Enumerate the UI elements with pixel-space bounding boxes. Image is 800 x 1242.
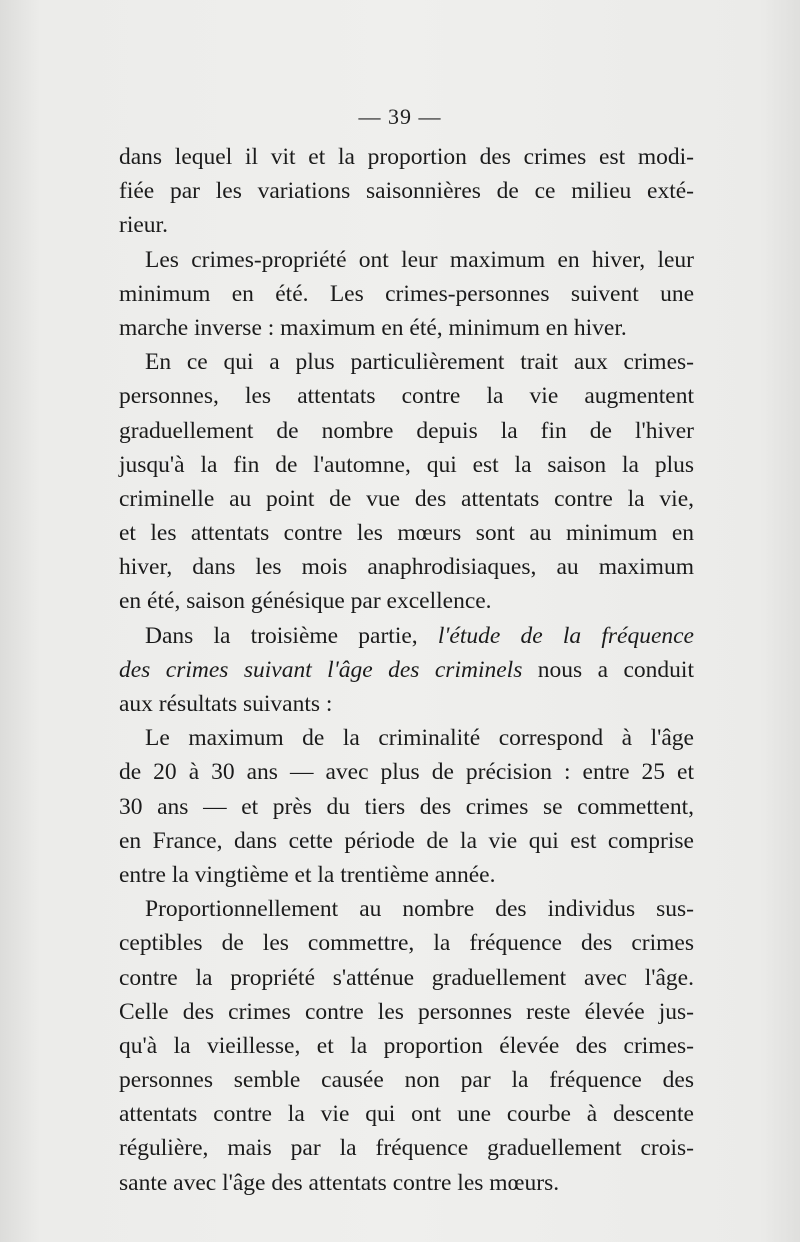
text-line: marche inverse : maximum en été, minimum en hiver.	[119, 314, 627, 341]
text-line: attentats contre la vie qui ont une courbe à descente	[119, 1101, 694, 1128]
text-line: minimum en été. Les crimes-personnes suivent une	[119, 280, 694, 307]
text-line: personnes semble causée non par la fréquence des	[119, 1067, 694, 1094]
text-line: criminelle au point de vue des attentats contre la vie,	[119, 485, 694, 512]
text-line: et les attentats contre les mœurs sont au minimum en	[119, 520, 694, 547]
text-segment: nous a conduit	[522, 656, 694, 683]
text-line: 30 ans — et près du tiers des crimes se commettent,	[119, 793, 694, 820]
text-segment: Dans la troisième partie,	[145, 622, 438, 649]
text-line: sante avec l'âge des attentats contre les mœurs.	[119, 1169, 560, 1196]
text-line: ceptibles de les commettre, la fréquence des crimes	[119, 930, 694, 957]
text-line	[119, 653, 694, 687]
text-line: entre la vingtième et la trentième année.	[119, 861, 496, 888]
page-number: — 39 —	[358, 104, 442, 129]
italic-text-segment: des crimes suivant l'âge des criminels	[119, 656, 523, 683]
text-line: en France, dans cette période de la vie qui est comprise	[119, 827, 694, 854]
text-line: qu'à la vieillesse, et la proportion élevée des crimes-	[119, 1032, 694, 1059]
text-line: de 20 à 30 ans — avec plus de précision : entre 25 et	[119, 759, 694, 786]
text-line: rieur.	[119, 212, 168, 239]
text-line: fiée par les variations saisonnières de ce milieu exté-	[119, 178, 694, 205]
paragraph-start-line: Proportionnellement au nombre des individus sus-	[145, 896, 694, 923]
text-line: personnes, les attentats contre la vie augmentent	[119, 383, 694, 410]
text-line: dans lequel il vit et la proportion des crimes est modi-	[119, 144, 694, 170]
text-line: contre la propriété s'atténue graduellement avec l'âge.	[119, 964, 694, 991]
paragraph-start-line: Les crimes-propriété ont leur maximum en hiver, leur	[145, 246, 694, 273]
text-line: hiver, dans les mois anaphrodisiaques, au maximum	[119, 554, 694, 581]
paragraph-start-line	[119, 619, 694, 653]
text-line: régulière, mais par la fréquence graduellement crois-	[119, 1135, 694, 1162]
paragraph-start-line: En ce qui a plus particulièrement trait aux crimes-	[145, 349, 694, 376]
text-line: Celle des crimes contre les personnes reste élevée jus-	[119, 998, 694, 1025]
text-line: graduellement de nombre depuis la fin de l'hiver	[119, 417, 694, 444]
text-line: en été, saison génésique par excellence.	[119, 588, 492, 615]
text-line: jusqu'à la fin de l'automne, qui est la saison la plus	[119, 451, 694, 478]
text-line: aux résultats suivants :	[119, 691, 333, 717]
paragraph-start-line: Le maximum de la criminalité correspond à l'âge	[145, 725, 694, 752]
italic-text-segment: l'étude de la fréquence	[437, 622, 694, 649]
body-text	[119, 140, 694, 1200]
